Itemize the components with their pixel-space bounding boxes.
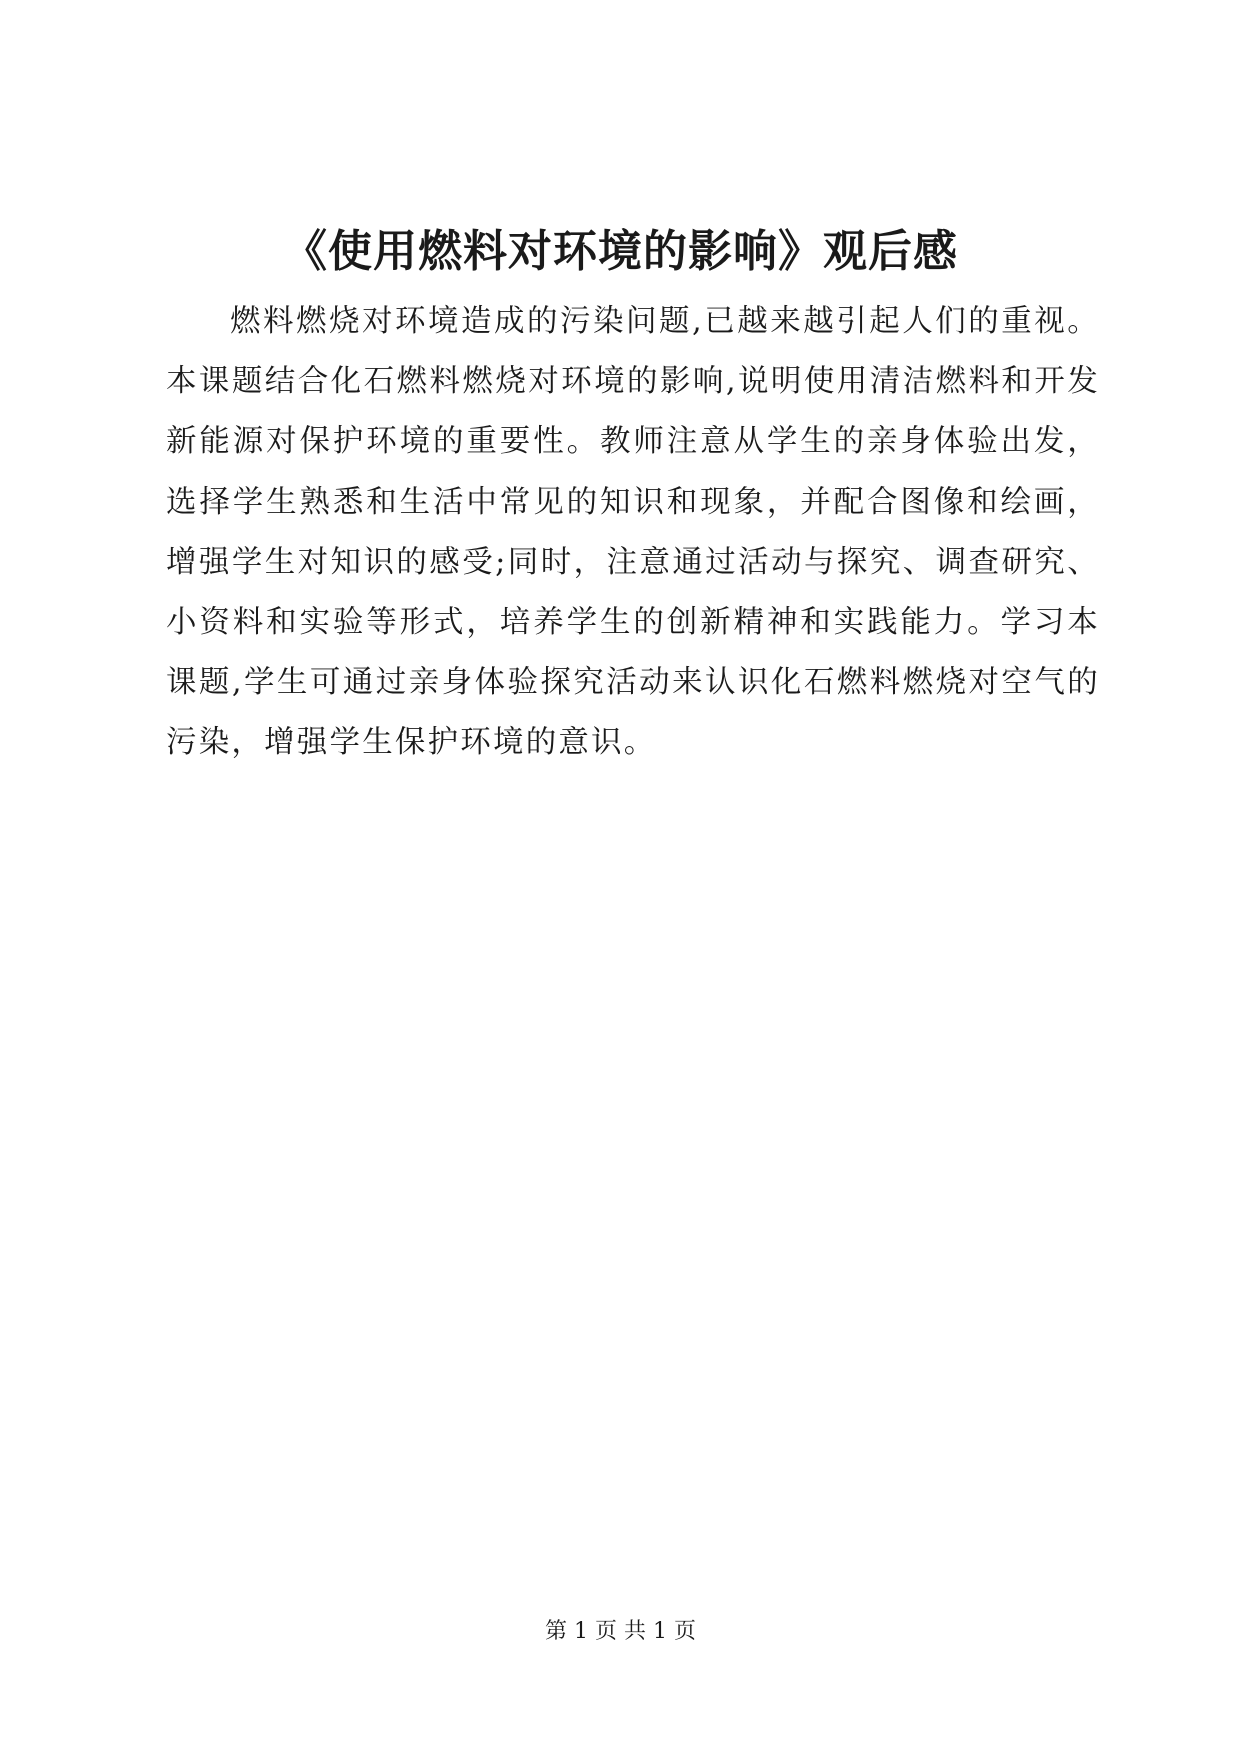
page-footer: 第 1 页 共 1 页: [545, 1619, 696, 1644]
document-title: 《使用燃料对环境的影响》观后感: [283, 226, 958, 277]
body-paragraph: 燃料燃烧对环境造成的污染问题,已越来越引起人们的重视。本课题结合化石燃料燃烧对环境的影响,说明使用清洁燃料和开发新能源对保护环境的重要性。教师注意从学生的亲身体验出发，选择学生熟悉和生活中常见的知识和现象，并配合图像和绘画，增强学生对知识的感受;同时，注意通过活动与探究、调查研究、小资料和实验等形式，培养学生的创新精神和实践能力。学习本课题,学生可通过亲身体验探究活动来认识化石燃料燃烧对空气的污染，增强学生保护环境的意识。: [166, 304, 1100, 761]
